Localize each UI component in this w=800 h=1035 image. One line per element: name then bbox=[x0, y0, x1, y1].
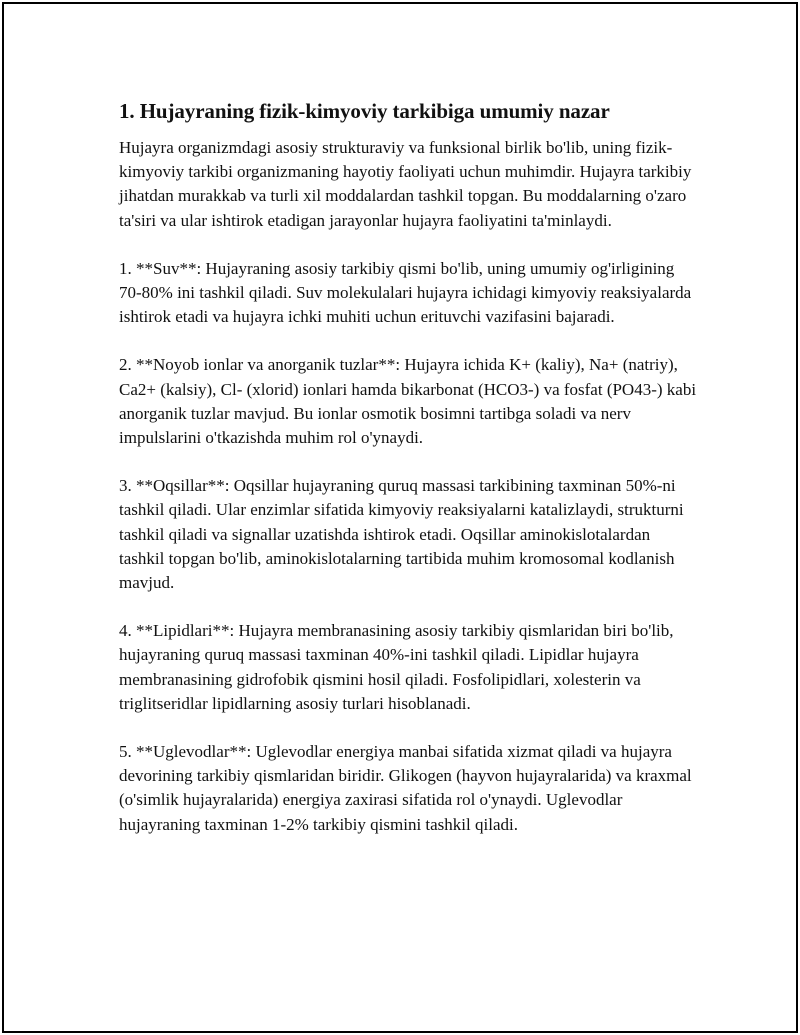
paragraph-lipids: 4. **Lipidlari**: Hujayra membranasining asosiy tarkibiy qismlaridan biri bo'lib, hujayraning quruq massasi taxminan 40%-ini tashkil qiladi. Lipidlar hujayra membranasining gidrofobik qismini hosil qiladi. Fosfolipidlari, xolesterin va triglitseridlar lipidlarning asosiy turlari hisoblanadi. bbox=[119, 621, 674, 713]
page-frame bbox=[2, 2, 798, 1033]
paragraph-carbohydrates: 5. **Uglevodlar**: Uglevodlar energiya manbai sifatida xizmat qiladi va hujayra devorining tarkibiy qismlaridan biridir. Glikogen (hayvon hujayralarida) va kraxmal (o'simlik hujayralarida) energiya zaxirasi sifatida rol o'ynaydi. Uglevodlar hujayraning taxminan 1-2% tarkibiy qismini tashkil qiladi. bbox=[119, 742, 692, 834]
document-body bbox=[119, 97, 699, 861]
document-title: 1. Hujayraning fizik-kimyoviy tarkibiga umumiy nazar bbox=[119, 99, 610, 123]
paragraph-proteins: 3. **Oqsillar**: Oqsillar hujayraning quruq massasi tarkibining taxminan 50%-ni tashkil qiladi. Ular enzimlar sifatida kimyoviy reaksiyalarni katalizlaydi, strukturni tashkil qiladi va signallar uzatishda ishtirok etadi. Oqsillar aminokislotalardan tashkil topgan bo'lib, aminokislotalarning tartibida muhim kromosomal kodlanish mavjud. bbox=[119, 476, 684, 593]
paragraph-ions-salts: 2. **Noyob ionlar va anorganik tuzlar**: Hujayra ichida K+ (kaliy), Na+ (natriy), Ca2+ (kalsiy), Cl- (xlorid) ionlari hamda bikarbonat (HCO3-) va fosfat (PO43-) kabi anorganik tuzlar mavjud. Bu ionlar osmotik bosimni tartibga soladi va nerv impulslarini o'tkazishda muhim rol o'ynaydi. bbox=[119, 355, 697, 448]
paragraph-water: 1. **Suv**: Hujayraning asosiy tarkibiy qismi bo'lib, uning umumiy og'irligining 70-80% ini tashkil qiladi. Suv molekulalari hujayra ichidagi kimyoviy reaksiyalarda ishtirok etadi va hujayra ichki muhiti uchun erituvchi vazifasini bajaradi. bbox=[119, 258, 692, 327]
intro-paragraph: Hujayra organizmdagi asosiy strukturaviy va funksional birlik bo'lib, uning fizik-kimyoviy tarkibi organizmaning hayotiy faoliyati uchun muhimdir. Hujayra tarkibiy jihatdan murakkab va turli xil moddalardan tashkil topgan. Bu moddalarning o'zaro ta'siri va ular ishtirok etadigan jarayonlar hujayra faoliyatini ta'minlaydi. bbox=[119, 138, 692, 230]
